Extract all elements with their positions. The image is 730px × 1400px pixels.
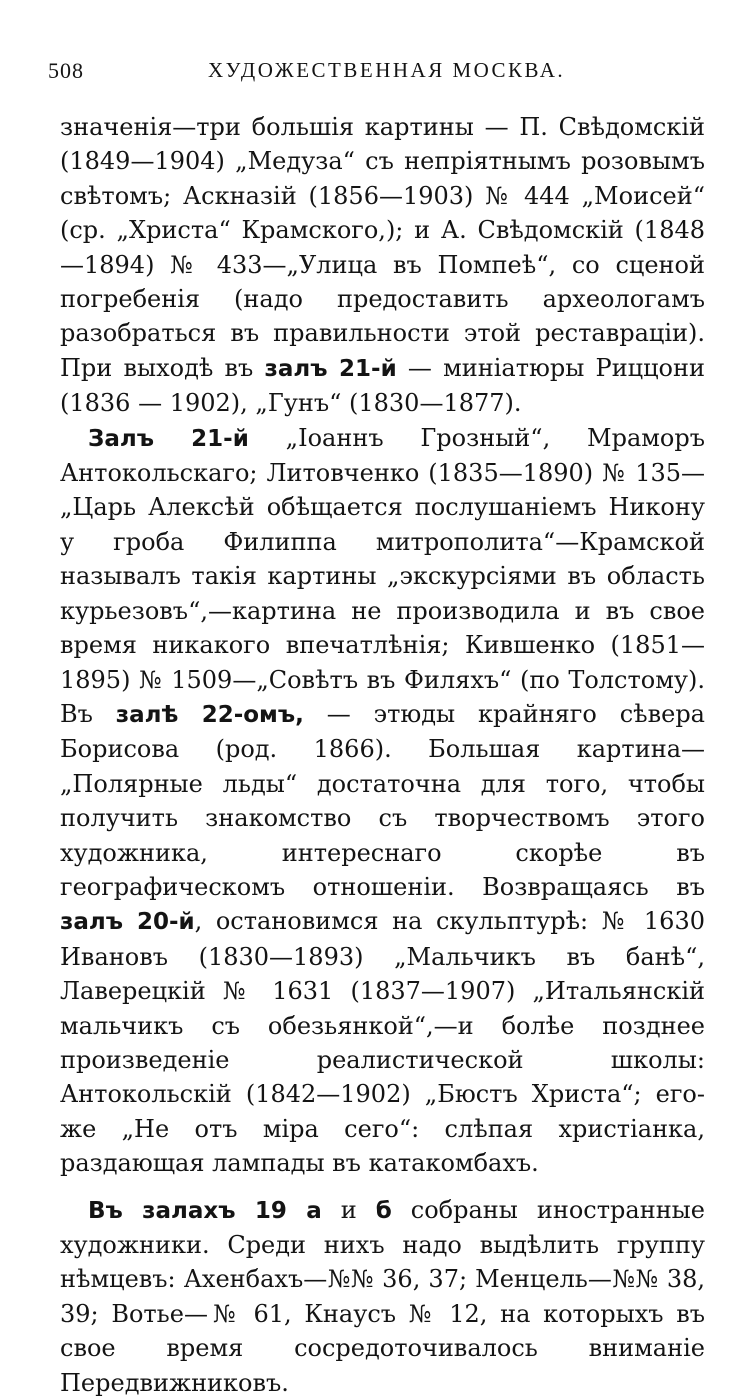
hall-heading-19b: б [375,1197,392,1224]
hall-heading-20: залъ 20-й [60,909,195,936]
text-run: и [321,1195,376,1224]
paragraph-2 [60,421,705,1181]
hall-heading-19a: Въ залахъ 19 а [88,1197,322,1224]
text-run: „Іоаннъ Грозный“, Мраморъ Антокольскаго; Литовченко (1835—1890) № 135—„Царь Алексѣй обѣщается послушаніемъ Никону у гроба Филиппа митрополита“—Крамской называлъ такія картины „экскурсіями въ область курьезовъ“,—картина не производила и въ свое время никакого впечатлѣнія; Кившенко (1851—1895) № 1509—„Совѣтъ въ Филяхъ“ (по Толстому). Въ [60,423,705,728]
page-number: 508 [48,58,84,83]
running-title: ХУДОЖЕСТВЕННАЯ МОСКВА. [208,58,566,82]
page-header [48,58,708,92]
body-text [60,110,705,1400]
paragraph-3 [60,1193,705,1400]
hall-heading-21: залъ 21-й [264,355,397,382]
text-run: — этюды крайняго сѣвера Борисова (род. 1866). Большая картина—„Полярные льды“ достаточна для того, чтобы получить знакомство съ творчествомъ этого художника, интереснаго скорѣе въ географическомъ отношеніи. Возвращаясь въ [60,699,705,901]
hall-heading-22: залѣ 22-омъ, [115,701,304,728]
text-run: собраны иностранные художники. Среди нихъ надо выдѣлить группу нѣмцевъ: Ахенбахъ—№№ 36, 37; Менцель—№№ 38, 39; Вотье—№ 61, Кнаусъ № 12, на которыхъ въ свое время сосредоточивалось вниманіе Передвижниковъ. [60,1195,705,1397]
text-run: значенія—три большія картины — П. Свѣдомскій (1849—1904) „Медуза“ съ непріятнымъ розовымъ свѣтомъ; Аскназій (1856—1903) № 444 „Моисей“ (ср. „Христа“ Крамского,); и А. Свѣдомскій (1848—1894) № 433—„Улица въ Помпеѣ“, со сценой погребенія (надо предоставить археологамъ разобраться въ правильности этой реставраціи). При выходѣ въ [60,113,705,382]
text-run: , остановимся на скульптурѣ: № 1630 Ивановъ (1830—1893) „Мальчикъ въ банѣ“, Лаверецкій № 1631 (1837—1907) „Итальянскій мальчикъ съ обезьянкой“,—и болѣе позднее произведеніе реалистической школы: Антокольскій (1842—1902) „Бюстъ Христа“; его-же „Не отъ міра сего“: слѣпая христіанка, раздающая лампады въ катакомбахъ. [60,907,705,1178]
text-run: — миніатюры Риццони (1836 — 1902), „Гунъ“ (1830—1877). [60,353,705,418]
paragraph-1 [60,110,705,421]
hall-heading-21-start: Залъ 21-й [88,425,249,452]
